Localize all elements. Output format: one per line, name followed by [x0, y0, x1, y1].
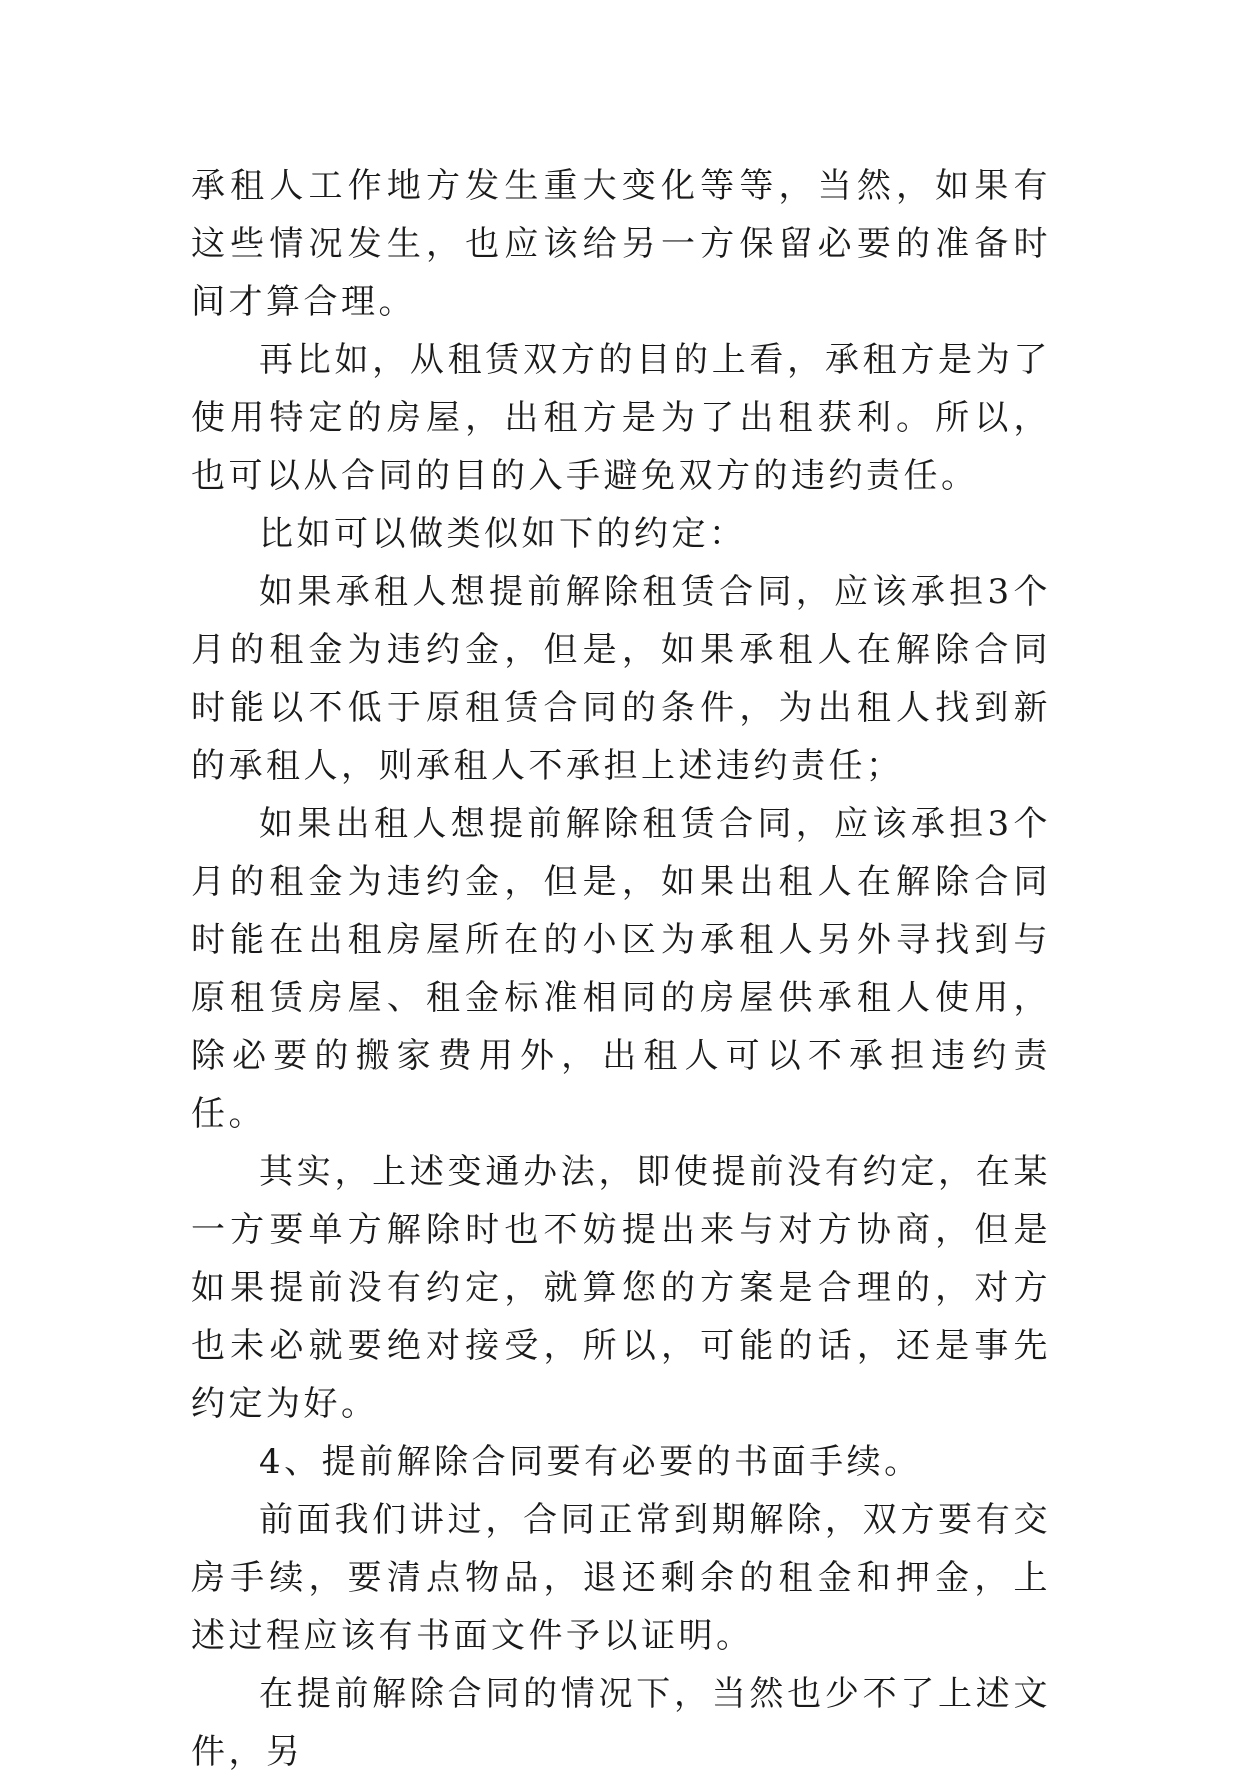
- section-heading: 4、提前解除合同要有必要的书面手续。: [259, 1442, 922, 1482]
- paragraph: 如果承租人想提前解除租赁合同，应该承担3个月的租金为违约金，但是，如果承租人在解除合同时能以不低于原租赁合同的条件，为出租人找到新的承租人，则承租人不承担上述违约责任；: [191, 572, 1051, 786]
- paragraph: 如果出租人想提前解除租赁合同，应该承担3个月的租金为违约金，但是，如果出租人在解除合同时能在出租房屋所在的小区为承租人另外寻找到与原租赁房屋、租金标准相同的房屋供承租人使用，除必要的搬家费用外，出租人可以不承担违约责任。: [191, 804, 1051, 1134]
- document-body: [191, 157, 1051, 1781]
- paragraph: 在提前解除合同的情况下，当然也少不了上述文件，另: [191, 1674, 1051, 1772]
- paragraph: 前面我们讲过，合同正常到期解除，双方要有交房手续，要清点物品，退还剩余的租金和押金，上述过程应该有书面文件予以证明。: [191, 1500, 1051, 1656]
- paragraph: 比如可以做类似如下的约定：: [259, 514, 747, 554]
- paragraph: 再比如，从租赁双方的目的上看，承租方是为了使用特定的房屋，出租方是为了出租获利。所以，也可以从合同的目的入手避免双方的违约责任。: [191, 340, 1051, 496]
- paragraph: 其实，上述变通办法，即使提前没有约定，在某一方要单方解除时也不妨提出来与对方协商，但是如果提前没有约定，就算您的方案是合理的，对方也未必就要绝对接受，所以，可能的话，还是事先约定为好。: [191, 1152, 1051, 1424]
- paragraph-continuation: 承租人工作地方发生重大变化等等，当然，如果有这些情况发生，也应该给另一方保留必要的准备时间才算合理。: [191, 166, 1051, 322]
